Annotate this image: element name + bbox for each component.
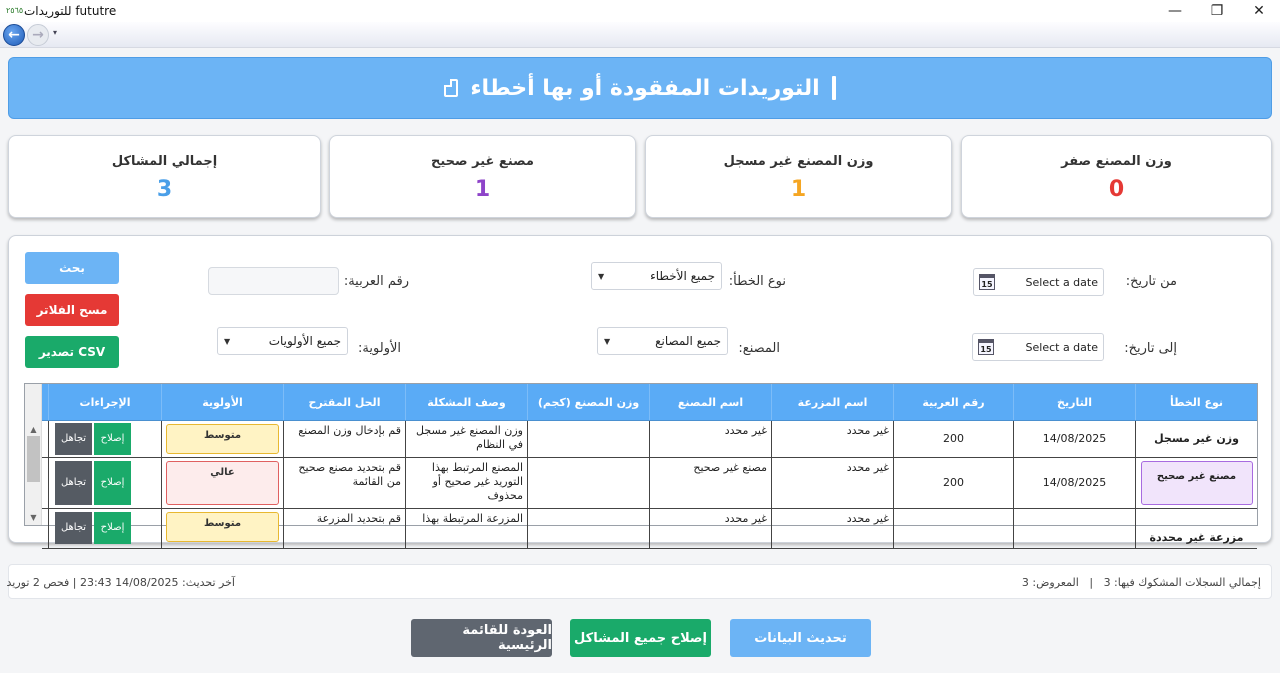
search-button[interactable]: بحث [25,252,119,284]
minimize-button[interactable]: — [1168,3,1182,19]
window-title [0,4,116,18]
priority-badge: متوسط [166,424,279,454]
stat-card-zero-weight [961,135,1272,218]
vehicle-cell: 200 [893,421,1013,457]
grid-body [42,384,1257,549]
scroll-thumb[interactable] [27,436,40,482]
vehicle-cell [893,509,1013,548]
description-cell: وزن المصنع غير مسجل في النظام [405,421,527,457]
actions-cell [48,458,161,508]
error-type-badge: مصنع غير صحيح [1141,461,1253,505]
factory-label: المصنع: [738,341,780,356]
from-date-picker[interactable] [973,268,1104,296]
table-row[interactable] [42,421,1257,458]
column-header-factory[interactable]: اسم المصنع [649,384,771,420]
column-header-actions[interactable]: الإجراءات [48,384,161,420]
chevron-down-icon: ▼ [598,271,605,281]
column-header-date[interactable]: التاريخ [1013,384,1135,420]
header-bar-icon [832,76,836,100]
error-type-label: نوع الخطأ: [728,274,786,289]
fix-button[interactable]: إصلاح [94,423,131,455]
navigation-bar [0,22,1280,48]
back-to-main-button[interactable]: العودة للقائمة الرئيسية [411,619,552,657]
from-date-value: Select a date [1025,275,1098,289]
stat-value: 0 [1108,177,1125,202]
to-date-picker[interactable] [972,333,1104,361]
stat-label: مصنع غير صحيح [431,154,534,169]
issues-grid[interactable] [24,383,1258,544]
table-row[interactable] [42,458,1257,509]
column-header-vehicle[interactable]: رقم العربية [893,384,1013,420]
weight-cell [527,458,649,508]
chevron-down-icon: ▼ [604,336,611,346]
column-header-description[interactable]: وصف المشكلة [405,384,527,420]
calendar-icon[interactable]: 15 [978,339,994,355]
scroll-down-icon[interactable]: ▼ [30,512,37,522]
error-type-value: جميع الأخطاء [650,269,715,283]
priority-badge: متوسط [166,512,279,542]
factory-cell: غير محدد [649,421,771,457]
status-separator: | [1089,576,1094,589]
farm-cell: غير محدد [771,509,893,548]
refresh-data-button[interactable]: تحديث البيانات [730,619,871,657]
chevron-down-icon: ▼ [224,336,231,346]
error-type-cell: وزن غير مسجل [1135,421,1257,457]
ignore-button[interactable]: تجاهل [55,461,92,505]
stat-card-total-issues [8,135,321,218]
solution-cell: قم بتحديد مصنع صحيح من القائمة [283,458,405,508]
actions-cell [48,509,161,548]
column-header-weight[interactable]: وزن المصنع (كجم) [527,384,649,420]
priority-select[interactable] [217,327,348,355]
vehicle-number-label: رقم العربية: [343,274,409,289]
app-icon: ٢٥٦٥ [6,6,24,15]
to-date-label: إلى تاريخ: [1124,341,1177,356]
clear-filters-button[interactable]: مسح الفلاتر [25,294,119,326]
stat-label: وزن المصنع غير مسجل [723,154,874,169]
fix-button[interactable]: إصلاح [94,512,131,544]
column-header-priority[interactable]: الأولوية [161,384,283,420]
actions-cell [48,421,161,457]
window-title-text: للتوريدات fututre [24,4,117,18]
back-icon[interactable]: ← [3,24,25,46]
column-header-solution[interactable]: الحل المقترح [283,384,405,420]
last-update-text: آخر تحديث: 14/08/2025 23:43 | فحص 2 توريد [6,576,235,589]
farm-cell: غير محدد [771,421,893,457]
priority-label: الأولوية: [358,341,401,356]
page-header [8,57,1272,119]
solution-cell: قم بتحديد المزرعة [283,509,405,548]
document-icon [444,79,458,97]
calendar-icon[interactable]: 15 [979,274,995,290]
description-cell: المصنع المرتبط بهذا التوريد غير صحيح أو محذوف [405,458,527,508]
fix-all-button[interactable]: إصلاح جميع المشاكل [570,619,711,657]
grid-header-row [42,384,1257,421]
table-row[interactable] [42,509,1257,549]
factory-cell: مصنع غير صحيح [649,458,771,508]
maximize-button[interactable]: ❐ [1210,3,1224,19]
priority-badge: عالي [166,461,279,505]
stat-label: وزن المصنع صفر [1061,154,1172,169]
ignore-button[interactable]: تجاهل [55,423,92,455]
date-cell: 14/08/2025 [1013,458,1135,508]
vehicle-cell: 200 [893,458,1013,508]
priority-cell [161,421,283,457]
scroll-up-icon[interactable]: ▲ [30,424,37,434]
page-title: التوريدات المفقودة أو بها أخطاء [470,75,820,101]
weight-cell [527,509,649,548]
ignore-button[interactable]: تجاهل [55,512,92,544]
weight-cell [527,421,649,457]
vertical-scrollbar[interactable] [25,384,42,525]
date-cell: 14/08/2025 [1013,421,1135,457]
error-type-select[interactable] [591,262,722,290]
record-counts [1022,576,1261,589]
fix-button[interactable]: إصلاح [94,461,131,505]
farm-cell: غير محدد [771,458,893,508]
vehicle-number-input[interactable] [208,267,339,295]
from-date-label: من تاريخ: [1125,274,1177,289]
column-header-farm[interactable]: اسم المزرعة [771,384,893,420]
close-button[interactable]: ✕ [1253,3,1265,19]
priority-value: جميع الأولويات [268,334,341,348]
stat-value: 1 [474,177,491,202]
column-header-error-type[interactable]: نوع الخطأ [1135,384,1257,420]
to-date-value: Select a date [1025,340,1098,354]
displayed-count-text: المعروض: 3 [1021,576,1079,589]
error-type-cell: مزرعة غير محددة [1135,509,1257,548]
error-type-cell [1135,458,1257,508]
factory-select[interactable] [597,327,728,355]
priority-cell [161,509,283,548]
forward-icon[interactable]: → [27,24,49,46]
factory-value: جميع المصانع [655,334,721,348]
date-cell [1013,509,1135,548]
stat-label: إجمالي المشاكل [111,154,218,169]
filter-panel [8,235,1272,543]
window-titlebar [0,0,1280,22]
stat-card-invalid-factory [329,135,636,218]
description-cell: المزرعة المرتبطة بهذا [405,509,527,548]
stat-value: 3 [156,177,173,202]
stat-card-unregistered-weight [645,135,952,218]
total-suspicious-text: إجمالي السجلات المشكوك فيها: 3 [1103,576,1261,589]
stat-value: 1 [790,177,807,202]
status-bar [8,564,1272,599]
factory-cell: غير محدد [649,509,771,548]
solution-cell: قم بإدخال وزن المصنع [283,421,405,457]
priority-cell [161,458,283,508]
export-csv-button[interactable]: تصدير CSV [25,336,119,368]
history-dropdown-icon[interactable]: ▾ [53,28,58,37]
